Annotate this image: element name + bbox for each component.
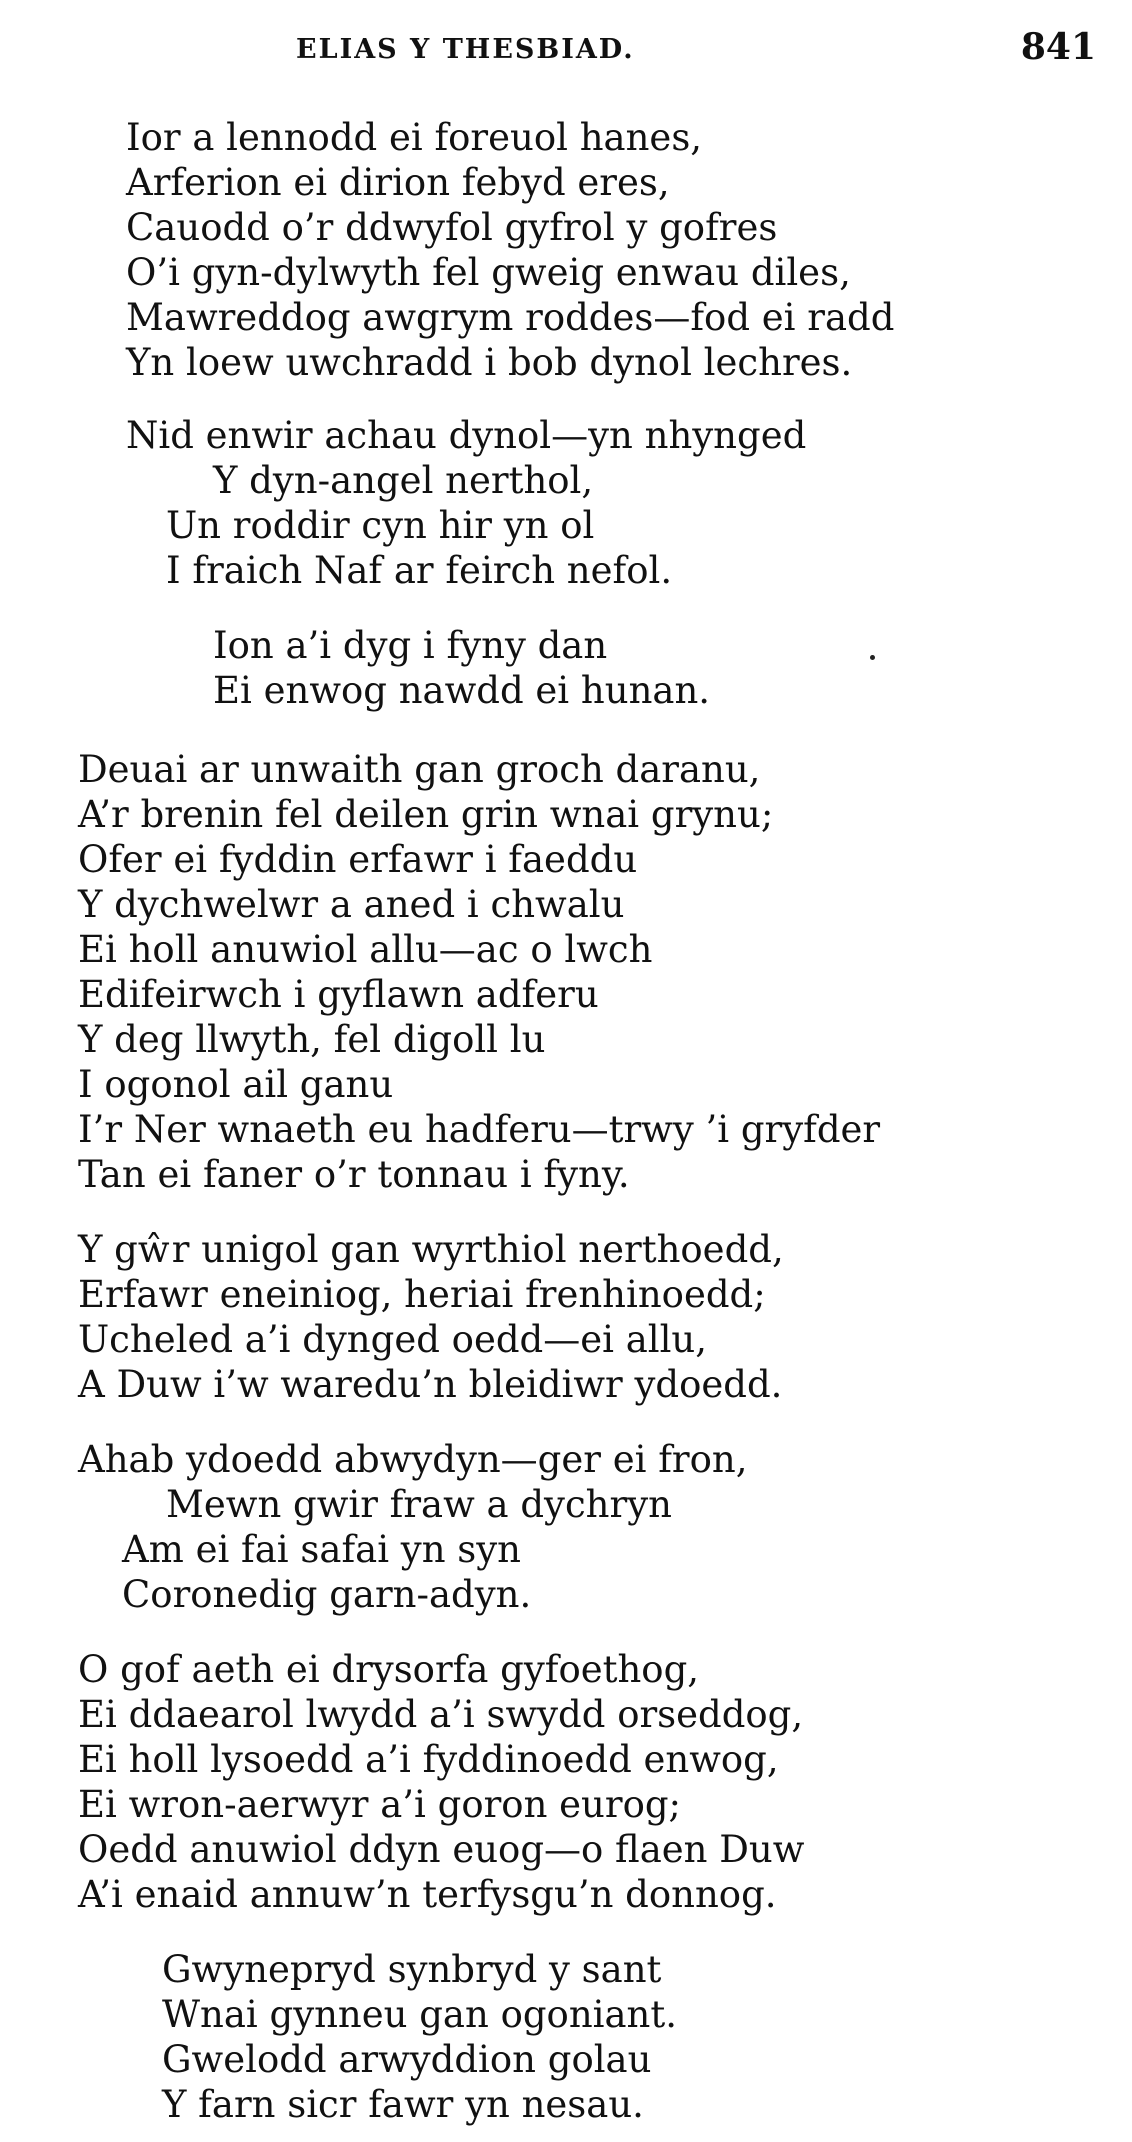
poem-line: Arferion ei dirion febyd eres, bbox=[126, 161, 670, 204]
poem-line: Gwynepryd synbryd y sant bbox=[162, 1948, 662, 1991]
poem-line: Tan ei faner o’r tonnau i fyny. bbox=[78, 1153, 630, 1196]
page-number: 841 bbox=[1020, 26, 1096, 68]
poem-line: Ion a’i dyg i fyny dan bbox=[213, 624, 608, 667]
poem-line: Mewn gwir fraw a dychryn bbox=[166, 1483, 672, 1526]
poem-line: Gwelodd arwyddion golau bbox=[162, 2038, 652, 2081]
poem-line: Wnai gynneu gan ogoniant. bbox=[162, 1993, 678, 2036]
poem-line: I ogonol ail ganu bbox=[78, 1063, 394, 1106]
poem-line: Deuai ar unwaith gan groch daranu, bbox=[78, 748, 761, 791]
poem-line: Yn loew uwchradd i bob dynol lechres. bbox=[126, 341, 853, 384]
poem-line: Y gŵr unigol gan wyrthiol nerthoedd, bbox=[78, 1228, 784, 1271]
poem-line: Y dyn-angel nerthol, bbox=[213, 459, 594, 502]
poem-line: Ei wron-aerwyr a’i goron eurog; bbox=[78, 1783, 682, 1826]
poem-line: Oedd anuwiol ddyn euog—o flaen Duw bbox=[78, 1828, 805, 1871]
poem-line: O gof aeth ei drysorfa gyfoethog, bbox=[78, 1648, 700, 1691]
poem-line: Ior a lennodd ei foreuol hanes, bbox=[126, 116, 703, 159]
poem-line: I’r Ner wnaeth eu hadferu—trwy ’i gryfder bbox=[78, 1108, 881, 1151]
stray-print-mark bbox=[870, 655, 875, 660]
poem-line: A’r brenin fel deilen grin wnai grynu; bbox=[78, 793, 774, 836]
poem-line: Ei enwog nawdd ei hunan. bbox=[213, 669, 711, 712]
poem-line: Erfawr eneiniog, heriai frenhinoedd; bbox=[78, 1273, 766, 1316]
poem-line: Ofer ei fyddin erfawr i faeddu bbox=[78, 838, 638, 881]
poem-line: Mawreddog awgrym roddes—fod ei radd bbox=[126, 296, 895, 339]
poem-line: Ahab ydoedd abwydyn—ger ei fron, bbox=[78, 1438, 748, 1481]
poem-line: Ei holl lysoedd a’i fyddinoedd enwog, bbox=[78, 1738, 779, 1781]
poem-line: Edifeirwch i gyflawn adferu bbox=[78, 973, 599, 1016]
poem-line: Y farn sicr fawr yn nesau. bbox=[162, 2083, 644, 2126]
poem-line: Coronedig garn-adyn. bbox=[122, 1573, 532, 1616]
poem-line: Y dychwelwr a aned i chwalu bbox=[78, 883, 625, 926]
running-header-title: ELIAS Y THESBIAD. bbox=[296, 34, 635, 65]
poem-line: Ei ddaearol lwydd a’i swydd orseddog, bbox=[78, 1693, 804, 1736]
poem-line: I fraich Naf ar feirch nefol. bbox=[166, 549, 673, 592]
poem-line: Un roddir cyn hir yn ol bbox=[166, 504, 595, 547]
poem-line: A’i enaid annuw’n terfysgu’n donnog. bbox=[78, 1873, 777, 1916]
poem-line: Ei holl anuwiol allu—ac o lwch bbox=[78, 928, 653, 971]
poem-line: O’i gyn-dylwyth fel gweig enwau diles, bbox=[126, 251, 851, 294]
poem-line: Nid enwir achau dynol—yn nhynged bbox=[126, 414, 807, 457]
poem-line: Cauodd o’r ddwyfol gyfrol y gofres bbox=[126, 206, 778, 249]
poem-line: Am ei fai safai yn syn bbox=[122, 1528, 522, 1571]
poem-line: Y deg llwyth, fel digoll lu bbox=[78, 1018, 546, 1061]
poem-line: A Duw i’w waredu’n bleidiwr ydoedd. bbox=[78, 1363, 783, 1406]
poem-line: Ucheled a’i dynged oedd—ei allu, bbox=[78, 1318, 708, 1361]
